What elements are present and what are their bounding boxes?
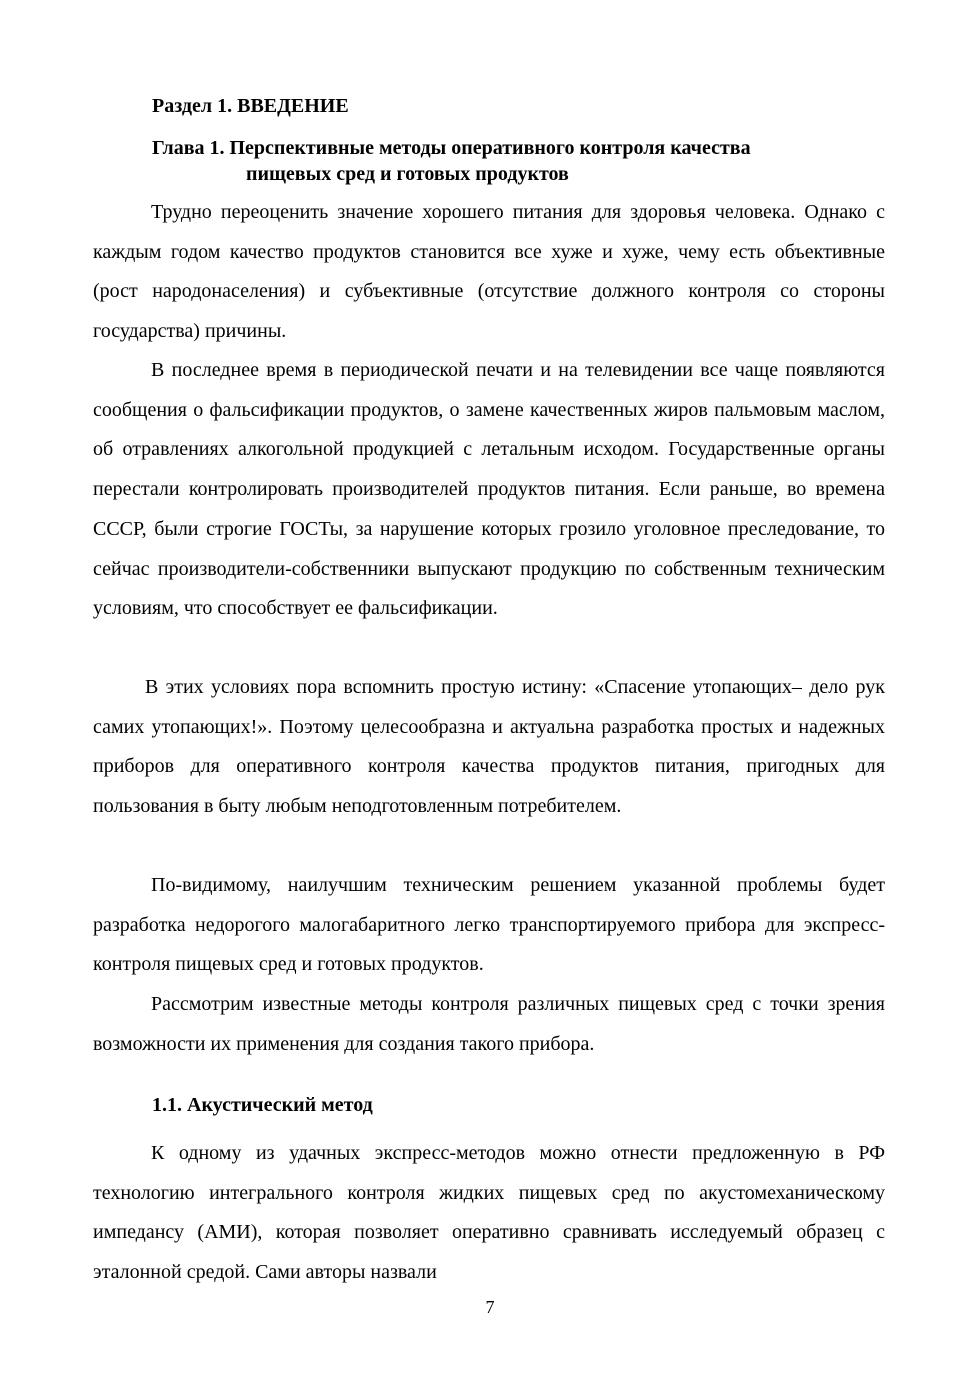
chapter-title (152, 135, 912, 187)
chapter-title-line2: пищевых сред и готовых продуктов (246, 163, 569, 185)
section-title: Раздел 1. ВВЕДЕНИЕ (152, 95, 349, 117)
chapter-title-line1: Глава 1. Перспективные методы оперативного контроля качества (152, 137, 751, 159)
subsection-title: 1.1. Акустический метод (152, 1094, 373, 1116)
paragraph-solution: По-видимому, наилучшим техническим решением указанной проблемы будет разработка недорогого малогабаритного легко транспортируемого прибора для экспресс-контроля пищевых сред и готовых продуктов. (93, 874, 885, 976)
paragraph-acoustic: К одному из удачных экспресс-методов можно отнести предложенную в РФ технологию интегрального контроля жидких пищевых сред по акустомеханическому импедансу (АМИ), которая позволяет оперативно сравнивать исследуемый образец с эталонной средой. Сами авторы назвали (93, 1142, 885, 1284)
paragraph-intro: Трудно переоценить значение хорошего питания для здоровья человека. Однако с каждым годом качество продуктов становится все хуже и хуже, чему есть объективные (рост народонаселения) и субъективные (отсутствие должного контроля со стороны государства) причины. (93, 201, 885, 343)
paragraph-simple-truth: В этих условиях пора вспомнить простую истину: «Спасение утопающих– дело рук самих утопающих!». Поэтому целесообразна и актуальна разработка простых и надежных приборов для оперативного контроля качества продуктов питания, пригодных для пользования в быту любым неподготовленным потребителем. (93, 676, 885, 818)
paragraph-falsification: В последнее время в периодической печати и на телевидении все чаще появляются сообщения о фальсификации продуктов, о замене качественных жиров пальмовым маслом, об отравлениях алкогольной продукцией с летальным исходом. Государственные органы перестали контролировать производителей продуктов питания. Если раньше, во времена СССР, были строгие ГОСТы, за нарушение которых грозило уголовное преследование, то сейчас производители-собственники выпускают продукцию по собственным техническим условиям, что способствует ее фальсификации. (93, 359, 885, 620)
page-number: 7 (485, 1297, 495, 1317)
paragraph-methods: Рассмотрим известные методы контроля различных пищевых сред с точки зрения возможности их применения для создания такого прибора. (93, 993, 885, 1055)
